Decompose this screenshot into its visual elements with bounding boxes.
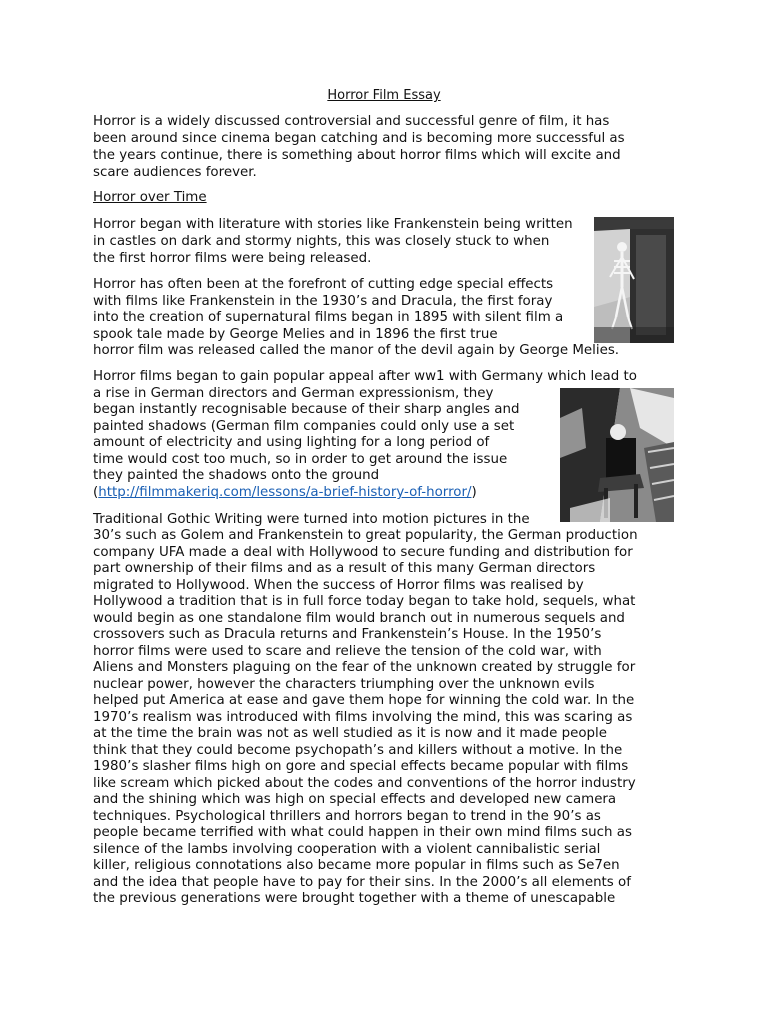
link-close-paren: ) xyxy=(471,485,477,500)
paragraph-line: amount of electricity and using lighting for a long period of xyxy=(93,435,490,450)
paragraph-line: techniques. Psychological thrillers and horrors began to trend in the 90’s as xyxy=(93,809,601,824)
paragraph-line: and the shining which was high on special effects and developed new camera xyxy=(93,792,617,807)
paragraph-line: Hollywood a tradition that is in full force today began to take hold, sequels, what xyxy=(93,594,636,609)
paragraph-line: helped put America at ease and gave them hope for winning the cold war. In the xyxy=(93,693,635,708)
paragraph-line: began instantly recognisable because of their sharp angles and xyxy=(93,402,520,417)
paragraph-line: 1970’s realism was introduced with films involving the mind, this was scaring as xyxy=(93,710,633,725)
paragraph-line: spook tale made by George Melies and in 1896 the first true xyxy=(93,327,498,342)
paragraph-line: they painted the shadows onto the ground xyxy=(93,468,380,483)
paragraph-line: nuclear power, however the characters triumphing over the unknown evils xyxy=(93,677,595,692)
skeleton-film-still-image xyxy=(594,217,674,343)
paragraph-line: silence of the lambs involving cooperation with a violent cannibalistic serial xyxy=(93,842,601,857)
paragraph-line: 30’s such as Golem and Frankenstein to great popularity, the German production xyxy=(93,528,638,543)
paragraph-line: like scream which picked about the codes and conventions of the horror industry xyxy=(93,776,636,791)
paragraph-line: into the creation of supernatural films began in 1895 with silent film a xyxy=(93,310,564,325)
paragraph-line: 1980’s slasher films high on gore and special effects became popular with films xyxy=(93,759,629,774)
paragraph-line: with films like Frankenstein in the 1930’s and Dracula, the first foray xyxy=(93,294,553,309)
paragraph-line: would begin as one standalone film would branch out in numerous sequels and xyxy=(93,611,625,626)
paragraph-line: horror film was released called the manor of the devil again by George Melies. xyxy=(93,343,620,358)
link-line xyxy=(93,484,477,501)
paragraph-line: people became terrified with what could happen in their own mind films such as xyxy=(93,825,632,840)
intro-line: the years continue, there is something about horror films which will excite and xyxy=(93,148,621,163)
paragraph-line: horror films were used to scare and relieve the tension of the cold war, with xyxy=(93,644,602,659)
paragraph-line: in castles on dark and stormy nights, this was closely stuck to when xyxy=(93,234,550,249)
paragraph-line: time would cost too much, so in order to get around the issue xyxy=(93,452,508,467)
intro-line: scare audiences forever. xyxy=(93,165,257,180)
paragraph-line: Horror has often been at the forefront of cutting edge special effects xyxy=(93,277,554,292)
link-open-paren: ( xyxy=(93,485,99,500)
paragraph-line: migrated to Hollywood. When the success of Horror films was realised by xyxy=(93,578,584,593)
paragraph-line: and the idea that people have to pay for their sins. In the 2000’s all elements of xyxy=(93,875,631,890)
paragraph-line: part ownership of their films and as a result of this many German directors xyxy=(93,561,596,576)
paragraph-line: a rise in German directors and German expressionism, they xyxy=(93,386,494,401)
paragraph-line: the previous generations were brought together with a theme of unescapable xyxy=(93,891,616,906)
paragraph-line: the first horror films were being released. xyxy=(93,251,372,266)
source-link[interactable]: http://filmmakeriq.com/lessons/a-brief-history-of-horror/ xyxy=(98,485,472,500)
document-title: Horror Film Essay xyxy=(327,88,441,103)
expressionist-film-still-image xyxy=(560,388,674,522)
paragraph-line: painted shadows (German film companies could only use a set xyxy=(93,419,515,434)
section-heading: Horror over Time xyxy=(93,190,207,205)
paragraph-line: at the time the brain was not as well studied as it is now and it made people xyxy=(93,726,608,741)
paragraph-line: crossovers such as Dracula returns and Frankenstein’s House. In the 1950’s xyxy=(93,627,602,642)
paragraph-line: Traditional Gothic Writing were turned into motion pictures in the xyxy=(93,512,530,527)
intro-line: Horror is a widely discussed controversial and successful genre of film, it has xyxy=(93,114,610,129)
paragraph-line: Horror began with literature with stories like Frankenstein being written xyxy=(93,217,573,232)
paragraph-line: company UFA made a deal with Hollywood to secure funding and distribution for xyxy=(93,545,633,560)
paragraph-line: killer, religious connotations also became more popular in films such as Se7en xyxy=(93,858,620,873)
paragraph-line: think that they could become psychopath’s and killers without a motive. In the xyxy=(93,743,623,758)
paragraph-line: Aliens and Monsters plaguing on the fear of the unknown created by struggle for xyxy=(93,660,636,675)
intro-line: been around since cinema began catching and is becoming more successful as xyxy=(93,131,625,146)
paragraph-line: Horror films began to gain popular appeal after ww1 with Germany which lead to xyxy=(93,369,637,384)
